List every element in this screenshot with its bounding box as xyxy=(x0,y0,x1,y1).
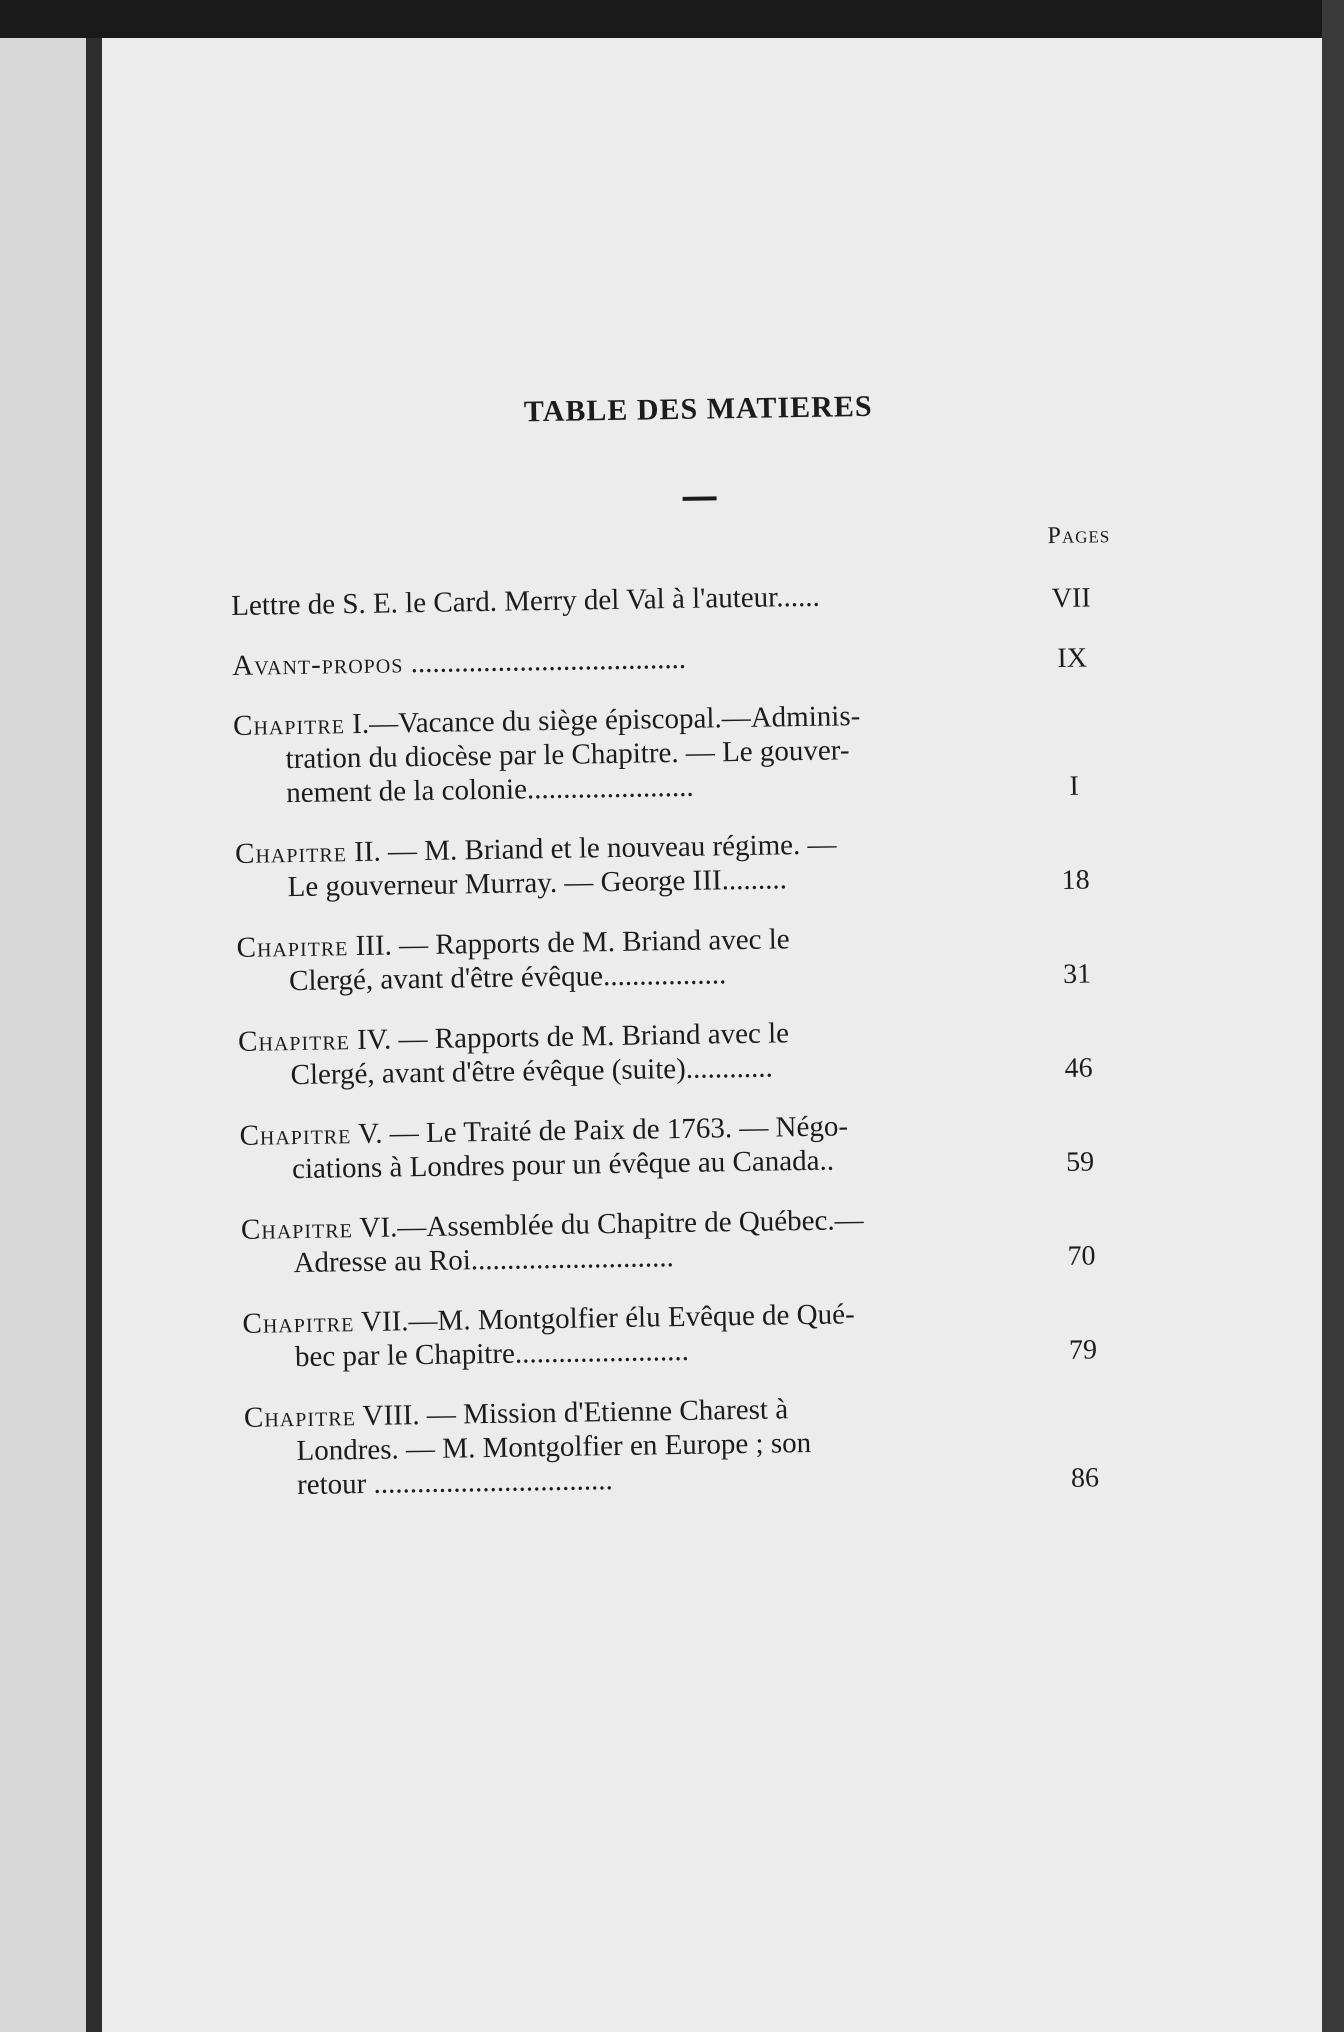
toc-entry-lead: Chapitre xyxy=(243,1400,357,1434)
toc-entry-lead: Chapitre xyxy=(239,1118,352,1152)
toc-page-number: VII xyxy=(1051,582,1091,615)
toc-entry-line-text: V. — Le Traité de Paix de 1763. — Négo- xyxy=(351,1110,849,1151)
toc-entry-text xyxy=(242,1295,1003,1375)
toc-entry-text xyxy=(232,637,992,683)
toc-entry-lead: Chapitre xyxy=(236,930,349,964)
toc-entry xyxy=(232,635,1112,683)
toc-entry-text xyxy=(231,577,991,623)
toc-page-number: 79 xyxy=(1068,1334,1098,1366)
toc-entry-text xyxy=(241,1201,1002,1281)
toc-entry-lead: Chapitre xyxy=(242,1306,355,1340)
toc-entry-lead: Chapitre xyxy=(234,836,348,870)
toc-entry-line-text: VIII. — Mission d'Etienne Charest à xyxy=(355,1393,789,1433)
toc-entry-line-text: II. — M. Briand et le nouveau régime. — xyxy=(346,828,837,869)
table-of-contents xyxy=(228,386,1125,1503)
toc-entry-text xyxy=(244,1389,1006,1503)
toc-entry-line-text: Le gouverneur Murray. — George III......... xyxy=(287,863,788,904)
toc-entry-text xyxy=(238,1013,999,1093)
toc-entry-text xyxy=(233,697,995,811)
toc-entry xyxy=(231,575,1111,623)
toc-entry-lead: Avant-propos xyxy=(231,647,404,682)
toc-entry-line-text: VI.—Assemblée du Chapitre de Québec.— xyxy=(352,1204,864,1245)
toc-entry-line-text: Londres. — M. Montgolfier en Europe ; son xyxy=(296,1426,812,1468)
toc-entry-lead: Chapitre xyxy=(232,708,346,742)
toc-entry xyxy=(239,1105,1120,1187)
toc-entry-line-text: Clergé, avant d'être évêque (suite)............ xyxy=(290,1051,774,1092)
toc-entry xyxy=(235,823,1116,905)
toc-entry-text xyxy=(239,1107,1000,1187)
toc-entry-line-text: Lettre de S. E. le Card. Merry del Val à l'auteur...... xyxy=(230,580,820,622)
toc-entry-line-text: Clergé, avant d'être évêque................. xyxy=(288,958,727,998)
toc-entry xyxy=(233,695,1114,811)
toc-page-number: IX xyxy=(1057,642,1088,675)
toc-entry-line-text: tration du diocèse par le Chapitre. — Le gouver- xyxy=(285,734,850,776)
toc-entry xyxy=(241,1199,1122,1281)
scan-border-right xyxy=(1322,0,1344,2032)
toc-entry-line-text: retour ................................. xyxy=(296,1464,614,1502)
toc-entry-text xyxy=(236,919,997,999)
toc-entry xyxy=(244,1387,1125,1503)
toc-entry-line xyxy=(232,637,992,683)
toc-page-number: 46 xyxy=(1064,1052,1093,1084)
toc-page-number: 86 xyxy=(1070,1462,1100,1494)
facing-page-edge xyxy=(0,38,86,2032)
toc-entry-line xyxy=(231,577,991,623)
toc-entry-line-text: Adresse au Roi............................ xyxy=(293,1241,674,1280)
toc-entry-line-text: VII.—M. Montgolfier élu Evêque de Qué- xyxy=(354,1298,855,1339)
toc-entry xyxy=(242,1293,1123,1375)
toc-entry xyxy=(236,917,1117,999)
page-title: TABLE DES MATIERES xyxy=(523,389,873,429)
toc-entry-lead: Chapitre xyxy=(237,1024,351,1058)
toc-entry-text xyxy=(235,825,996,905)
binding-shadow xyxy=(86,18,102,2032)
toc-entry-line-text: III. — Rapports de M. Briand avec le xyxy=(348,923,790,963)
toc-entry-line-text: ciations à Londres pour un évêque au Canada.. xyxy=(291,1144,835,1186)
toc-entry-line-text: I.—Vacance du siège épiscopal.—Adminis- xyxy=(344,700,861,741)
pages-column-header: Pages xyxy=(1047,522,1111,550)
toc-page-number: 18 xyxy=(1061,864,1090,896)
toc-entry-line-text: bec par le Chapitre........................ xyxy=(294,1334,690,1374)
toc-entry-lead: Chapitre xyxy=(240,1212,354,1246)
toc-entry-line-text: nement de la colonie....................... xyxy=(285,770,694,810)
toc-page-number: 31 xyxy=(1062,958,1092,990)
title-rule xyxy=(683,496,717,501)
toc-entry-line-text: ...................................... xyxy=(403,642,687,680)
toc-page-number: I xyxy=(1069,770,1080,802)
toc-entry-list xyxy=(231,575,1125,1503)
toc-entry xyxy=(238,1011,1119,1093)
scan-border-top xyxy=(0,0,1344,38)
toc-page-number: 59 xyxy=(1065,1146,1095,1178)
toc-entry-line-text: IV. — Rapports de M. Briand avec le xyxy=(349,1017,790,1057)
toc-page-number: 70 xyxy=(1067,1240,1096,1272)
